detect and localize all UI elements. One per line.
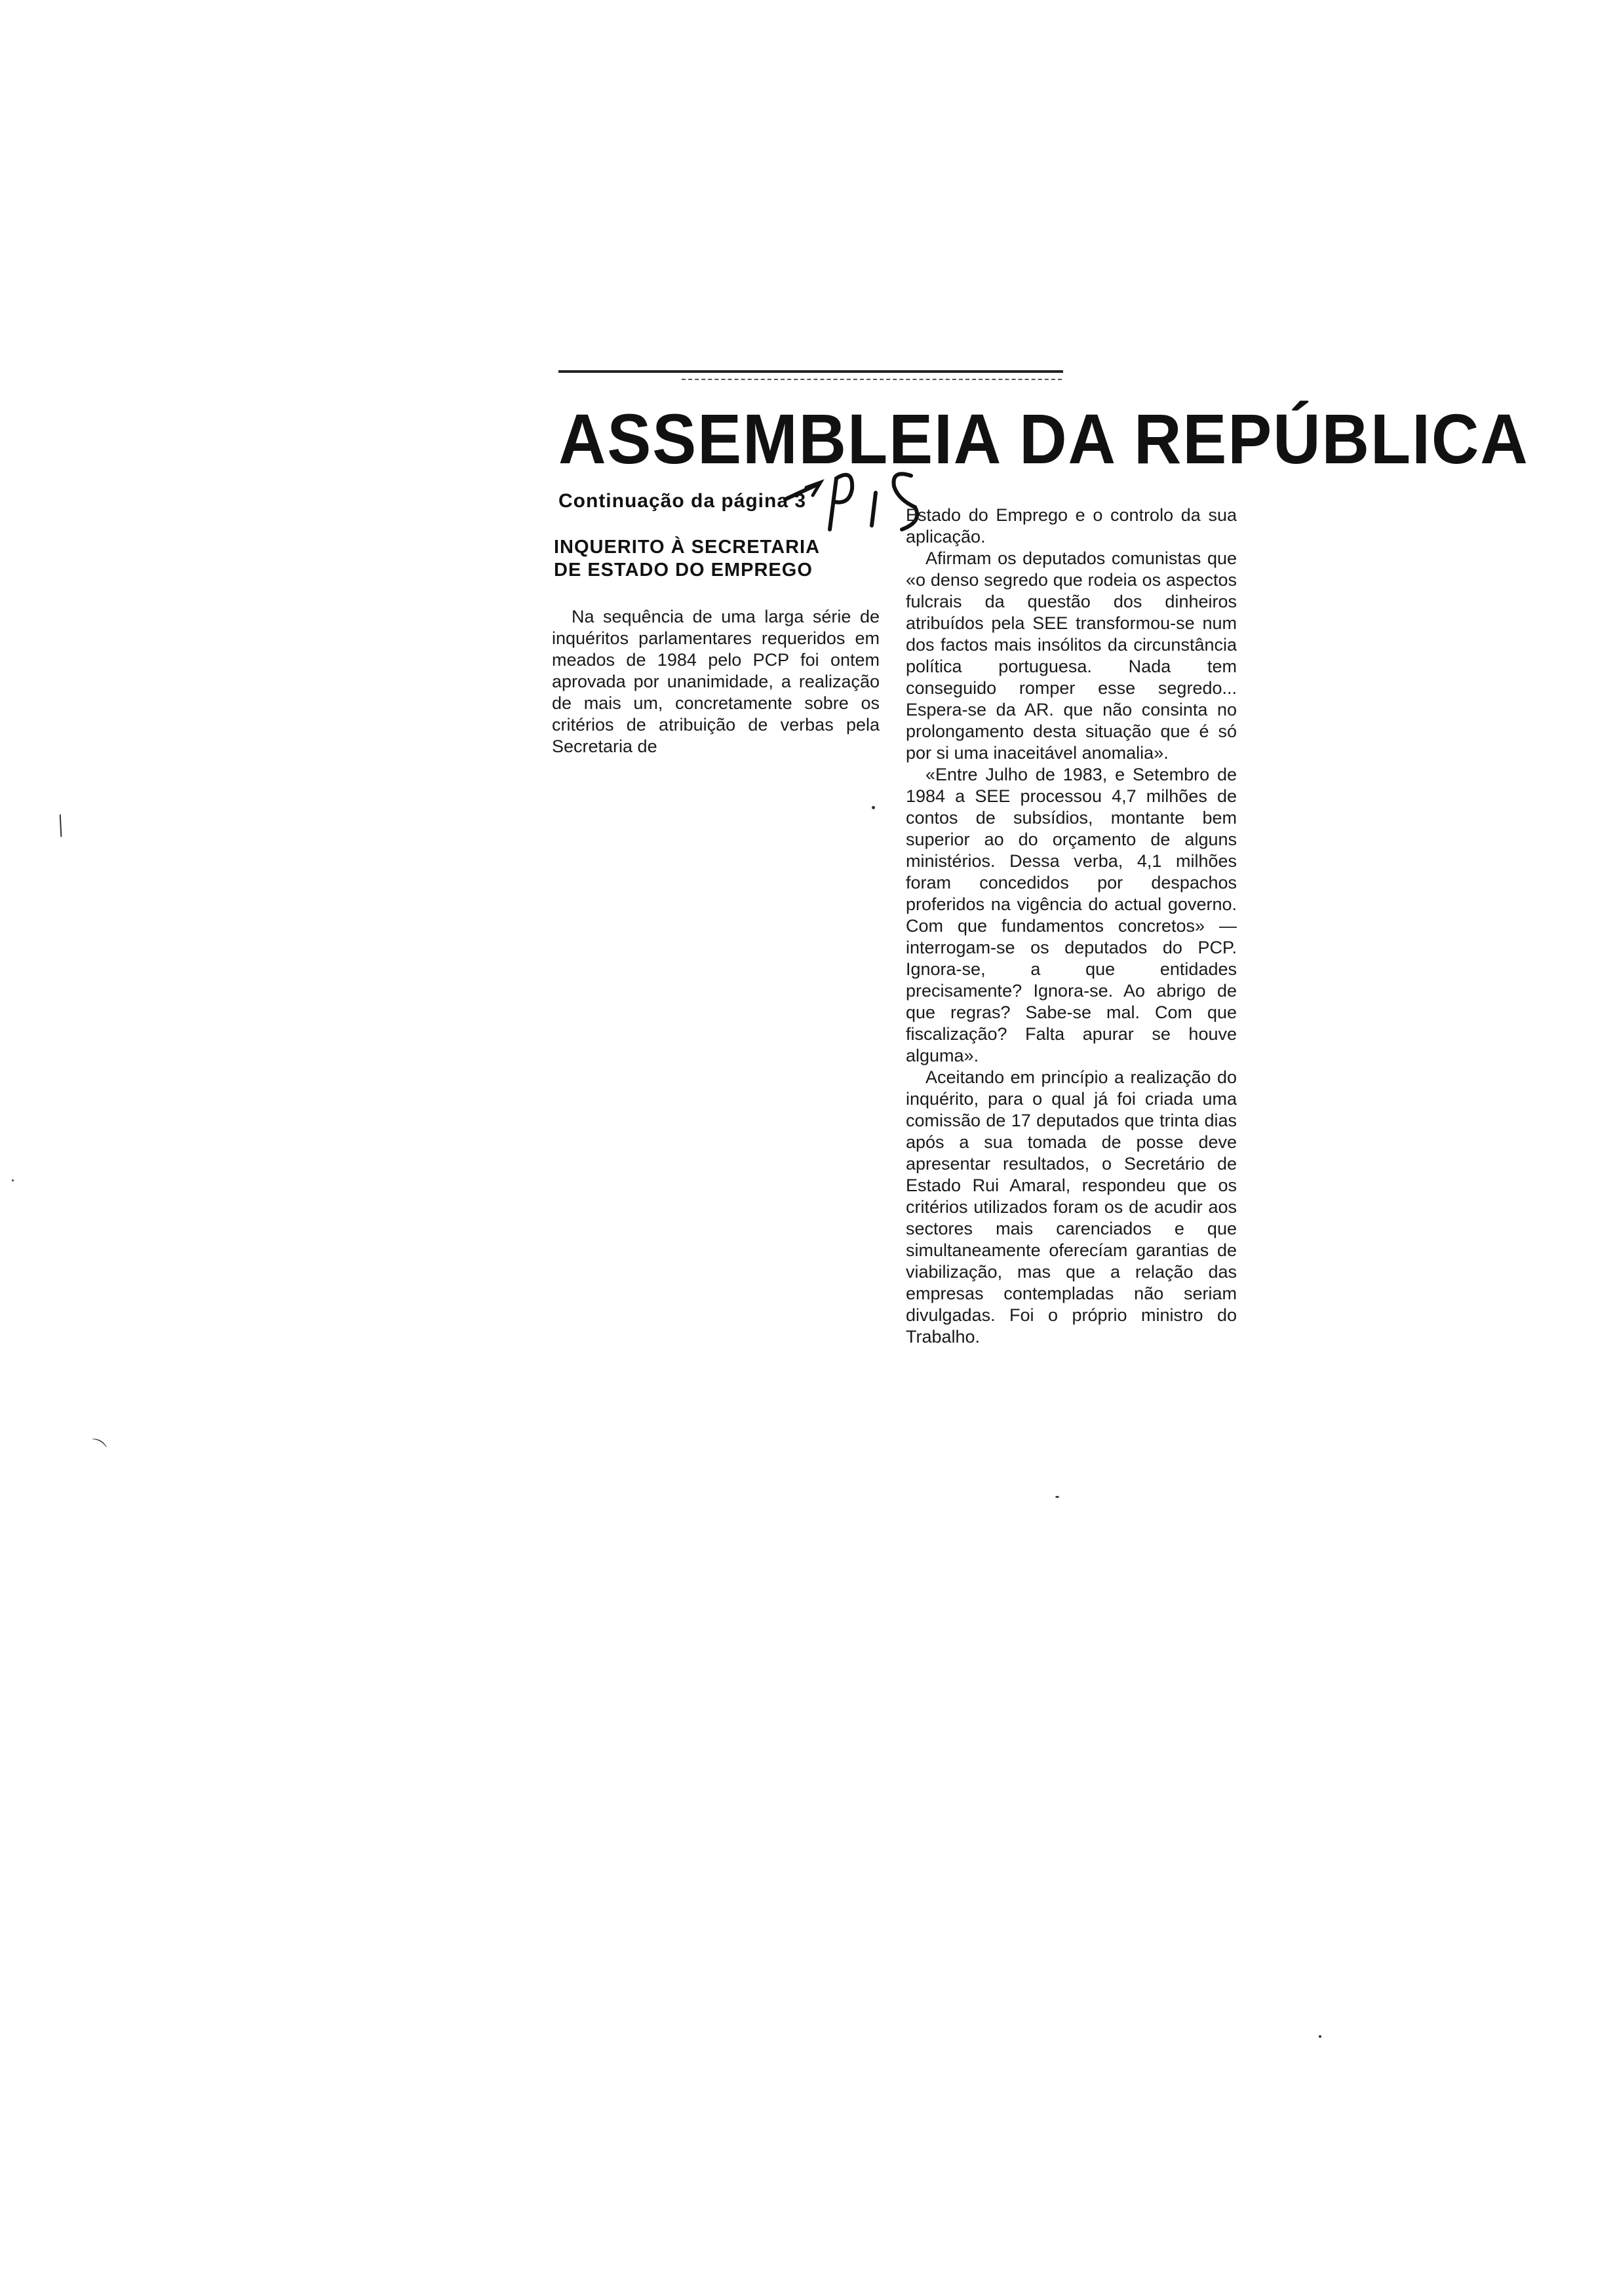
scan-speck (1055, 1496, 1059, 1498)
scan-mark: ⌒ (84, 1435, 109, 1461)
section-title-line-2: DE ESTADO DO EMPREGO (554, 560, 813, 581)
scan-speck (1319, 2035, 1321, 2038)
top-rule-secondary (682, 379, 1062, 380)
left-column (552, 606, 880, 757)
left-paragraph-1: Na sequência de uma larga série de inquéritos parlamentares requeridos em meados de 1984 pelo PCP foi ontem aprovada por unanimidade, a realização de mais um, concretamente sobre os critérios de atribuição de verbas pela Secretaria de (552, 607, 880, 756)
continuation-note: Continuação da página 3 (558, 490, 807, 512)
scan-mark: ╱ (51, 814, 70, 837)
section-title (554, 536, 895, 582)
section-title-line-1: INQUERITO À SECRETARIA (554, 537, 821, 558)
right-column (906, 505, 1237, 1348)
top-rule (558, 370, 1063, 373)
scan-speck (12, 1179, 14, 1181)
right-paragraph-4: Aceitando em princípio a realização do inquérito, para o qual já foi criada uma comissão de 17 deputados que trinta dias após a sua tomada de posse deve apresentar resultados, o Secretário de Estado Rui Amaral, respondeu que os critérios utilizados foram os de acudir aos sectores mais carenciados e que simultaneamente oferecíam garantias de viabilização, mas que a relação das empresas contempladas não seriam divulgadas. Foi o próprio ministro do Trabalho. (906, 1067, 1237, 1347)
right-paragraph-1: Estado do Emprego e o controlo da sua aplicação. (906, 505, 1237, 546)
right-paragraph-3: «Entre Julho de 1983, e Setembro de 1984 a SEE processou 4,7 milhões de contos de subsídios, montante bem superior ao do orçamento de alguns ministérios. Dessa verba, 4,1 milhões foram concedidos por despachos proferidos na vigência do actual governo. Com que fundamentos concretos» — interrogam-se os deputados do PCP. Ignora-se, a que entidades precisamente? Ignora-se. Ao abrigo de que regras? Sabe-se mal. Com que fiscalização? Falta apurar se houve alguma». (906, 765, 1237, 1065)
right-paragraph-2: Afirmam os deputados comunistas que «o denso segredo que rodeia os aspectos fulcrais da questão dos dinheiros atribuídos pela SEE transformou-se num dos factos mais insólitos da circunstância política portuguesa. Nada tem conseguido romper esse segredo... Espera-se da AR. que não consinta no prolongamento desta situação que é só por si uma inaceitável anomalia». (906, 548, 1237, 763)
headline: ASSEMBLEIA DA REPÚBLICA (558, 399, 1529, 478)
scan-speck (872, 806, 875, 809)
